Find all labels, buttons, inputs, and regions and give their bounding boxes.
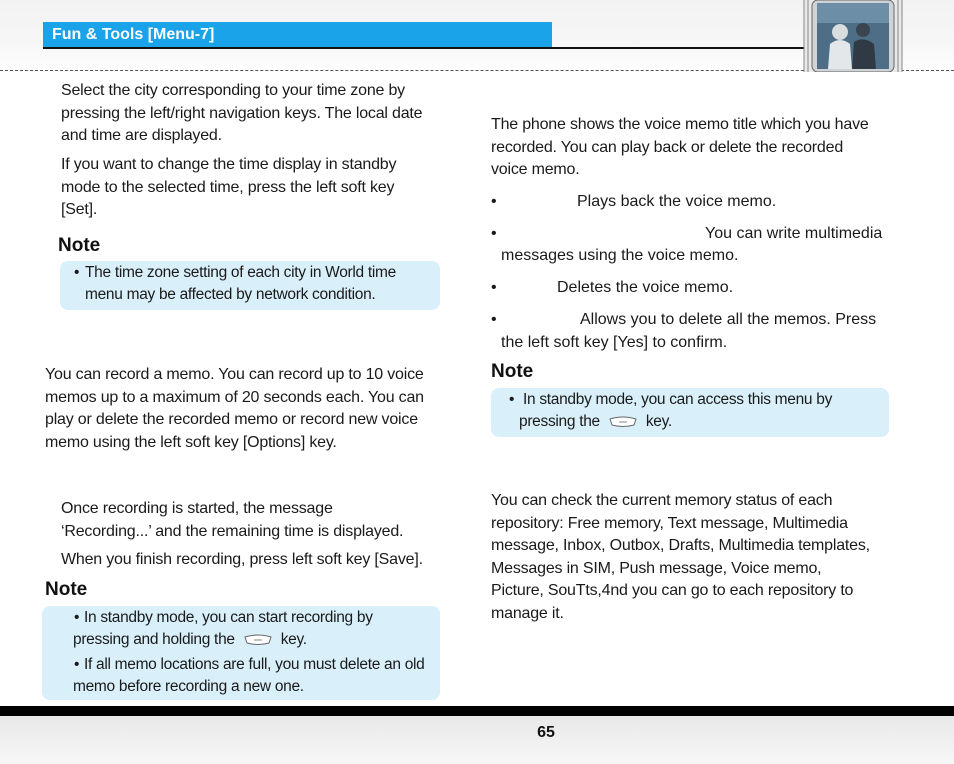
page-section-title: Fun & Tools [Menu-7] — [43, 22, 552, 47]
option-bullet: • — [491, 311, 497, 328]
footer-band — [0, 716, 954, 764]
note-heading: Note — [491, 361, 534, 382]
soft-key-icon — [243, 634, 273, 646]
option-delete-text: Deletes the voice memo. — [557, 279, 734, 296]
note-box — [42, 606, 440, 700]
note-text: In standby mode, you can start recording by pressing and holding the key. — [73, 609, 373, 648]
option-bullet: • — [491, 279, 497, 296]
note-text: In standby mode, you can access this menu by pressing the key. — [519, 391, 833, 430]
option-bullet: • — [491, 225, 497, 242]
option-send-text: You can write multimedia — [705, 225, 883, 242]
option-delete-all-text-2: the left soft key [Yes] to confirm. — [501, 334, 728, 351]
option-play-text: Plays back the voice memo. — [577, 193, 777, 210]
soft-key-icon — [608, 416, 638, 428]
note-box — [60, 261, 440, 310]
note-text: If all memo locations are full, you must delete an old memo before recording a new one. — [73, 656, 425, 695]
world-time-paragraph-2: If you want to change the time display in standby mode to the selected time, press the left soft key [Set]. — [61, 156, 397, 218]
phone-photo-icon — [800, 0, 906, 72]
record-paragraph-1: Once recording is started, the message ‘Recording...’ and the remaining time is displayed. — [61, 500, 404, 540]
page-number: 65 — [537, 724, 555, 741]
footer-bar — [0, 706, 954, 716]
record-paragraph-2: When you finish recording, press left soft key [Save]. — [61, 551, 423, 568]
memory-status-paragraph: You can check the current memory status of each repository: Free memory, Text message, Multimedia message, Inbox, Outbox, Drafts, Multimedia templates, Messages in SIM, Push message, Voice memo, Picture, SouTts,4nd you can go to each repository to manage it. — [491, 492, 870, 622]
note-heading: Note — [45, 579, 88, 600]
world-time-paragraph-1: Select the city corresponding to your time zone by pressing the left/right navigation keys. The local date and time are displayed. — [61, 82, 423, 144]
header-rule — [43, 47, 805, 49]
note-bullet: • — [74, 656, 80, 673]
note-bullet: • — [74, 609, 80, 626]
option-delete-all-text: Allows you to delete all the memos. Press — [580, 311, 877, 328]
note-bullet: • — [74, 264, 80, 281]
option-bullet: • — [491, 193, 497, 210]
note-heading: Note — [58, 235, 101, 256]
note-box — [491, 388, 889, 437]
note-text: The time zone setting of each city in World time menu may be affected by network condition. — [85, 264, 396, 303]
voice-recorder-intro: You can record a memo. You can record up to 10 voice memos up to a maximum of 20 seconds each. You can play or delete the recorded memo or record new voice memo using the left soft key [Options] key. — [45, 366, 424, 451]
note-bullet: • — [509, 391, 515, 408]
option-send-text-2: messages using the voice memo. — [501, 247, 739, 264]
voice-list-intro: The phone shows the voice memo title which you have recorded. You can play back or delete the recorded voice memo. — [491, 116, 869, 178]
